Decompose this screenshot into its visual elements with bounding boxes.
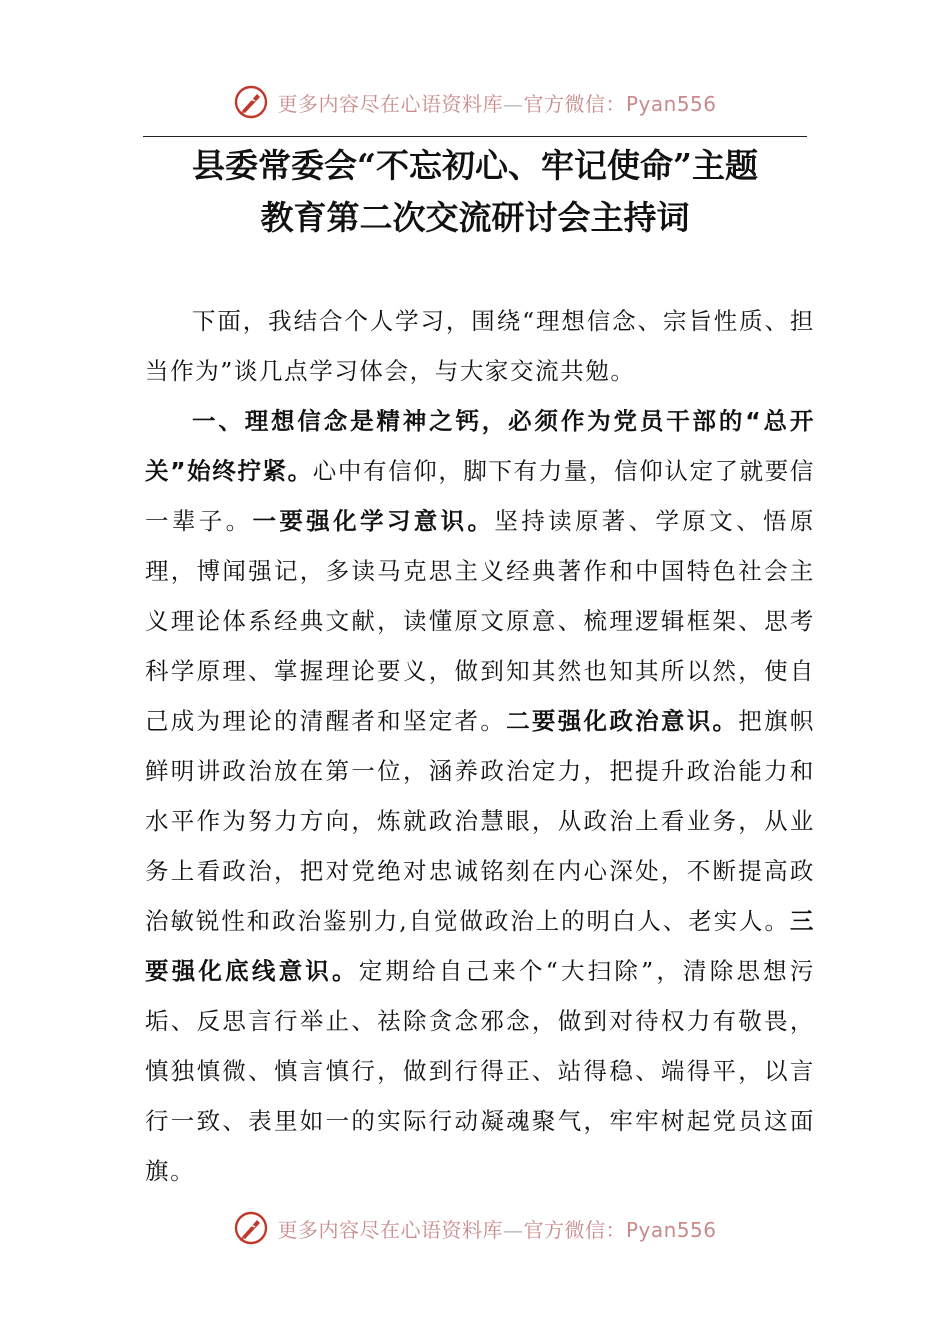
watermark-site-text: 更多内容尽在心语资料库 — [277, 91, 503, 116]
title-line-1: 县委常委会“不忘初心、牢记使命”主题 — [192, 146, 758, 185]
watermark-wechat-id: Pyan556 — [625, 1217, 717, 1242]
intro-paragraph: 下面，我结合个人学习，围绕“理想信念、宗旨性质、担当作为”谈几点学习体会，与大家交流共勉。 — [145, 307, 815, 385]
watermark-site-text: 更多内容尽在心语资料库 — [277, 1217, 503, 1242]
watermark-dash: — — [502, 91, 524, 116]
section-1-paragraph — [145, 396, 815, 1196]
section-1-lead: 心中有信仰，脚下有力量，信仰认定了就要信一辈子。 — [145, 457, 816, 535]
pen-nib-circle-icon — [233, 84, 269, 120]
point-2-text: 把旗帜鲜明讲政治放在第一位，涵养政治定力，把提升政治能力和水平作为努力方向，炼就政治慧眼，从政治上看业务，从业务上看政治，把对党绝对忠诚铭刻在内心深处，不断提高政治敏锐性和政治鉴别力,自觉做政治上的明白人、老实人。 — [145, 707, 815, 935]
section-1-heading: 一、理想信念是精神之钙，必须作为党员干部的“总开关”始终拧紧。 — [145, 407, 815, 485]
header-rule — [143, 136, 807, 137]
watermark-dash: — — [502, 1217, 524, 1242]
watermark-text — [277, 88, 716, 117]
document-title — [120, 140, 830, 244]
watermark-footer — [0, 1208, 950, 1248]
watermark-official-text: 官方微信： — [523, 91, 626, 116]
point-3-heading: 三要强化底线意识。 — [145, 907, 815, 985]
watermark-wechat-id: Pyan556 — [625, 91, 717, 116]
point-3-text: 定期给自己来个“大扫除”，清除思想污垢、反思言行举止、祛除贪念邪念，做到对待权力有敬畏，慎独慎微、慎言慎行，做到行得正、站得稳、端得平，以言行一致、表里如一的实际行动凝魂聚气，牢牢树起党员这面旗。 — [145, 957, 815, 1185]
pen-nib-circle-icon — [233, 1210, 269, 1246]
watermark-text — [277, 1214, 716, 1243]
watermark-header — [0, 82, 950, 122]
watermark-official-text: 官方微信： — [523, 1217, 626, 1242]
point-1-text: 坚持读原著、学原文、悟原理，博闻强记，多读马克思主义经典著作和中国特色社会主义理论体系经典文献，读懂原文原意、梳理逻辑框架、思考科学原理、掌握理论要义，做到知其然也知其所以然，使自己成为理论的清醒者和坚定者。 — [145, 507, 815, 735]
point-2-heading: 二要强化政治意识。 — [506, 707, 739, 735]
title-line-2: 教育第二次交流研讨会主持词 — [260, 198, 690, 237]
document-body — [145, 296, 815, 1196]
point-1-heading: 一要强化学习意识。 — [252, 507, 495, 535]
